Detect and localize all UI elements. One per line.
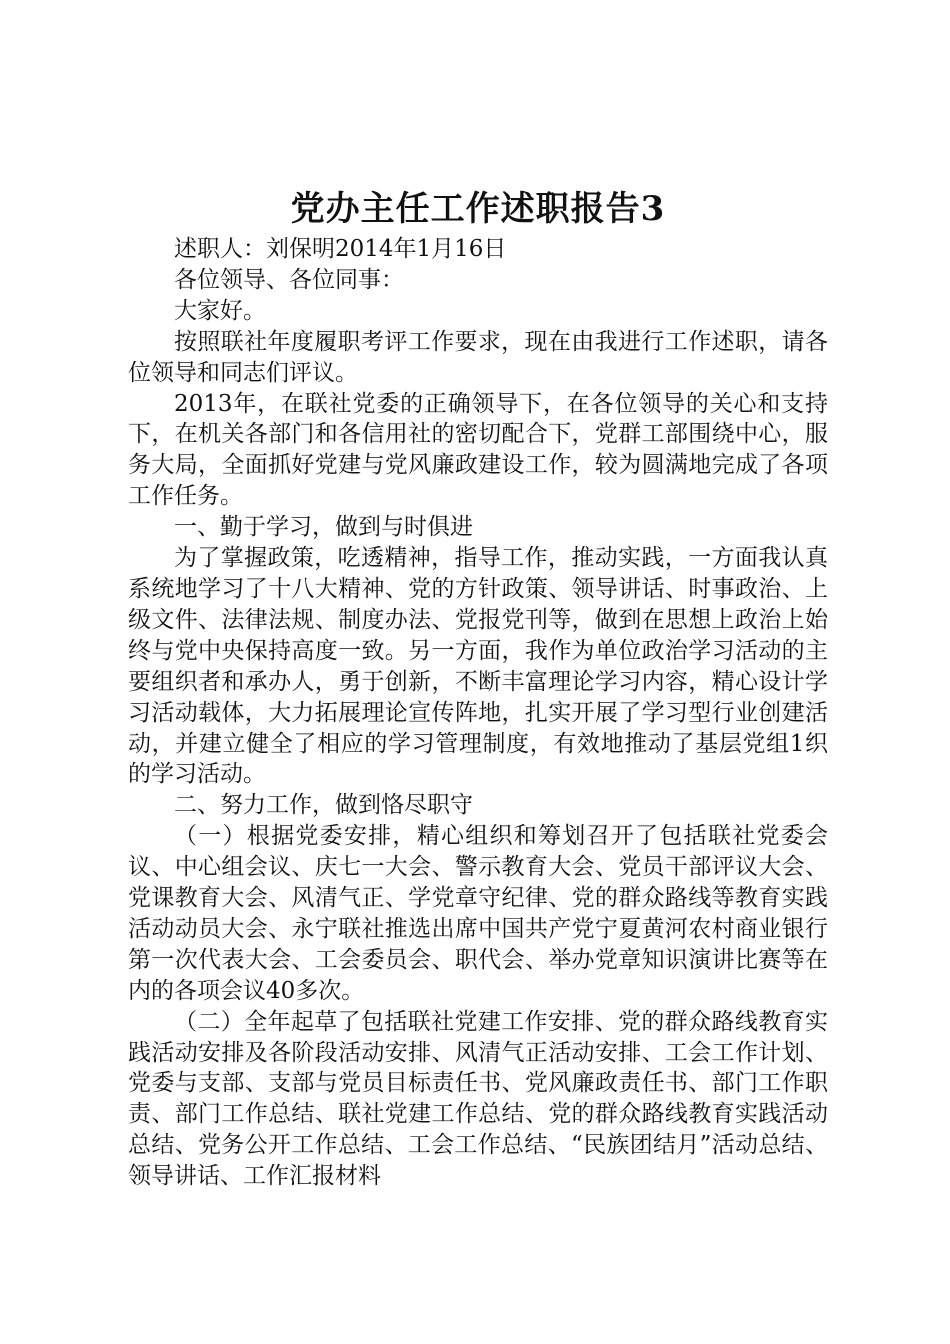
- paragraph-study: 为了掌握政策，吃透精神，指导工作，推动实践，一方面我认真系统地学习了十八大精神、党的方针政策、领导讲话、时事政治、上级文件、法律法规、制度办法、党报党刊等，做到在思想上政治上始终与党中央保持高度一致。另一方面，我作为单位政治学习活动的主要组织者和承办人，勇于创新，不断丰富理论学习内容，精心设计学习活动载体，大力拓展理论宣传阵地，扎实开展了学习型行业创建活动，并建立健全了相应的学习管理制度，有效地推动了基层党组1织的学习活动。: [128, 545, 828, 788]
- salutation: 各位领导、各位同事：: [174, 266, 404, 293]
- paragraph-intro: 按照联社年度履职考评工作要求，现在由我进行工作述职，请各位领导和同志们评议。: [128, 328, 828, 386]
- greeting: 大家好。: [174, 297, 266, 324]
- paragraph-overview: 2013年，在联社党委的正确领导下，在各位领导的关心和支持下，在机关各部门和各信用社的密切配合下，党群工部围绕中心，服务大局，全面抓好党建与党风廉政建设工作，较为圆满地完成了各项工作任务。: [128, 390, 828, 510]
- paragraph-drafting: （二）全年起草了包括联社党建工作安排、党的群众路线教育实践活动安排及各阶段活动安排、风清气正活动安排、工会工作计划、党委与支部、支部与党员目标责任书、党风廉政责任书、部门工作职责、部门工作总结、联社党建工作总结、党的群众路线教育实践活动总结、党务公开工作总结、工会工作总结、“民族团结月”活动总结、领导讲话、工作汇报材料: [128, 1008, 828, 1190]
- document-body: [128, 234, 828, 1192]
- document-page: [128, 186, 828, 1192]
- section-heading-1: 一、勤于学习，做到与时俱进: [174, 514, 473, 541]
- section-heading-2: 二、努力工作，做到恪尽职守: [174, 792, 473, 819]
- paragraph-meetings: （一）根据党委安排，精心组织和筹划召开了包括联社党委会议、中心组会议、庆七一大会、警示教育大会、党员干部评议大会、党课教育大会、风清气正、学党章守纪律、党的群众路线等教育实践活动动员大会、永宁联社推选出席中国共产党宁夏黄河农村商业银行第一次代表大会、工会委员会、职代会、举办党章知识演讲比赛等在内的各项会议40多次。: [128, 823, 828, 1004]
- reporter-line: 述职人：刘保明2014年1月16日: [174, 236, 507, 262]
- document-title: 党办主任工作述职报告3: [290, 189, 666, 229]
